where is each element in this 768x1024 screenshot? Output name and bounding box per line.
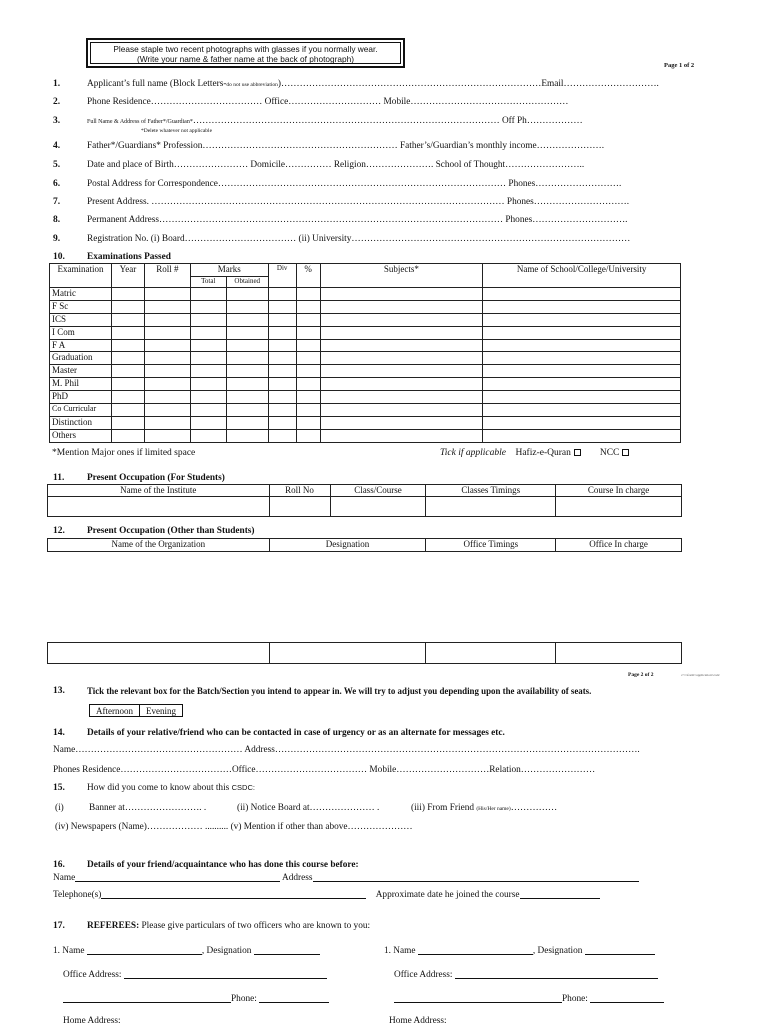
footnote: *Mention Major ones if limited space xyxy=(52,448,196,458)
delete-note: *Delete whatever not applicable xyxy=(141,128,213,134)
table-cell[interactable] xyxy=(296,429,320,442)
tick-label: Tick if applicable xyxy=(440,448,506,458)
table-cell[interactable] xyxy=(111,365,144,378)
section-title: Present Occupation (For Students) xyxy=(87,473,225,483)
exam-name-cell: F A xyxy=(50,339,112,352)
table-header: Subjects* xyxy=(320,264,483,288)
table-cell[interactable] xyxy=(556,497,682,517)
photo-instructions xyxy=(90,42,401,64)
field-label: (iii) From Friend xyxy=(411,803,475,813)
table-cell[interactable] xyxy=(111,313,144,326)
hafiz-checkbox[interactable] xyxy=(574,449,581,456)
referees-label: REFEREES: xyxy=(87,921,140,931)
item-number: 16. xyxy=(53,860,65,870)
table-cell[interactable] xyxy=(268,416,296,429)
table-header: Designation xyxy=(269,539,426,552)
table-subheader: Obtained xyxy=(226,277,268,288)
table-cell[interactable] xyxy=(268,313,296,326)
field-label: 1. Name xyxy=(384,946,416,956)
field-label: , Designation xyxy=(201,946,252,956)
organization-table-entry xyxy=(47,642,682,664)
table-cell[interactable] xyxy=(268,365,296,378)
item-number: 4. xyxy=(53,141,61,151)
table-row xyxy=(50,326,681,339)
table-cell[interactable] xyxy=(144,391,190,404)
table-cell[interactable] xyxy=(320,416,483,429)
item-number: 14. xyxy=(53,728,65,738)
table-cell[interactable] xyxy=(483,339,681,352)
table-cell[interactable] xyxy=(144,300,190,313)
table-header: Examination xyxy=(50,264,112,288)
table-cell[interactable] xyxy=(111,300,144,313)
table-cell[interactable] xyxy=(144,326,190,339)
item-number: 7. xyxy=(53,197,61,207)
table-cell[interactable] xyxy=(296,378,320,391)
table-cell[interactable] xyxy=(190,300,226,313)
table-cell[interactable] xyxy=(483,391,681,404)
exam-name-cell: ICS xyxy=(50,313,112,326)
table-cell[interactable] xyxy=(48,643,270,664)
exam-name-cell: Master xyxy=(50,365,112,378)
ncc-checkbox[interactable] xyxy=(622,449,629,456)
batch-instruction: Tick the relevant box for the Batch/Section you intend to appear in. We will try to adjust you depending upon the availability of seats. xyxy=(87,686,592,696)
table-cell[interactable] xyxy=(320,365,483,378)
table-cell[interactable] xyxy=(269,643,426,664)
table-cell[interactable] xyxy=(320,378,483,391)
table-cell[interactable] xyxy=(111,326,144,339)
table-cell[interactable] xyxy=(483,326,681,339)
table-cell[interactable] xyxy=(296,365,320,378)
exam-name-cell: Others xyxy=(50,429,112,442)
table-cell[interactable] xyxy=(190,352,226,365)
table-cell[interactable] xyxy=(268,404,296,417)
table-cell[interactable] xyxy=(190,378,226,391)
exam-name-cell: Graduation xyxy=(50,352,112,365)
table-cell[interactable] xyxy=(226,378,268,391)
page-number: Page 1 of 2 xyxy=(664,62,695,69)
table-row xyxy=(50,404,681,417)
photo-instruction-line: (Write your name & father name at the back of photograph) xyxy=(136,54,355,64)
table-header: Marks xyxy=(190,264,268,277)
table-cell[interactable] xyxy=(111,429,144,442)
referee-1-name-row xyxy=(53,946,320,956)
section-title: Details of your relative/friend who can be contacted in case of urgency or as an alternate for messages etc. xyxy=(87,728,505,738)
table-row xyxy=(50,429,681,442)
source-option-i: (i) xyxy=(55,803,64,813)
table-cell[interactable] xyxy=(320,288,483,301)
friend-telephone-row xyxy=(53,890,600,900)
table-cell[interactable] xyxy=(320,429,483,442)
table-cell[interactable] xyxy=(483,313,681,326)
organization-table xyxy=(47,538,682,552)
table-cell[interactable] xyxy=(296,352,320,365)
relative-name-address-field[interactable]: Name……………………………………………… Address………………………………………………………………………………………………………. xyxy=(53,745,640,755)
item-number: 5. xyxy=(53,160,61,170)
table-cell[interactable] xyxy=(190,339,226,352)
table-row xyxy=(50,313,681,326)
table-cell[interactable] xyxy=(226,429,268,442)
profession-income-fields[interactable]: Father*/Guardians* Profession……………………………………………………… Father’s/Guardian’s monthly income…………………. xyxy=(87,141,605,151)
exam-name-cell: Distinction xyxy=(50,416,112,429)
table-cell[interactable] xyxy=(296,326,320,339)
table-cell[interactable] xyxy=(483,365,681,378)
notice-board-field[interactable]: (ii) Notice Board at………………… . xyxy=(237,803,380,813)
table-cell[interactable] xyxy=(296,391,320,404)
item-number: 10. xyxy=(53,252,65,262)
table-cell[interactable] xyxy=(268,352,296,365)
exam-name-cell: F Sc xyxy=(50,300,112,313)
permanent-address-field[interactable]: Permanent Address………………………………………………………………………………………………… Phones…………………………. xyxy=(87,215,628,225)
batch-options xyxy=(89,704,183,717)
field-label: Telephone(s) xyxy=(53,890,102,900)
field-label: 1. Name xyxy=(53,946,85,956)
field-label: Phone: xyxy=(231,994,257,1004)
table-row xyxy=(50,288,681,301)
friend-name-row xyxy=(53,873,639,883)
table-cell[interactable] xyxy=(111,339,144,352)
table-cell[interactable] xyxy=(268,429,296,442)
batch-afternoon-box[interactable]: Afternoon xyxy=(89,704,140,717)
table-cell[interactable] xyxy=(556,643,682,664)
table-row xyxy=(50,416,681,429)
referee-1-home-row xyxy=(63,1016,121,1024)
table-header: Classes Timings xyxy=(426,485,556,497)
exam-name-cell: Matric xyxy=(50,288,112,301)
field-label: Office Address: xyxy=(63,970,122,980)
referee-address-line[interactable] xyxy=(63,994,231,1003)
table-cell[interactable] xyxy=(320,339,483,352)
father-address-field[interactable] xyxy=(87,116,583,126)
item-number: 8. xyxy=(53,215,61,225)
section-title: Present Occupation (Other than Students) xyxy=(87,526,255,536)
birth-domicile-fields[interactable]: Date and place of Birth…………………… Domicile…………… Religion…………………. School of Thought…………………….. xyxy=(87,160,585,170)
csdc-label: CSDC: xyxy=(231,783,255,792)
table-cell[interactable] xyxy=(111,352,144,365)
table-cell[interactable] xyxy=(144,352,190,365)
referees-title xyxy=(87,921,370,931)
field-label: Phone: xyxy=(562,994,588,1004)
table-header: % xyxy=(296,264,320,288)
referee-2-name-row xyxy=(384,946,655,956)
table-header: Roll No xyxy=(269,485,330,497)
table-cell[interactable] xyxy=(320,352,483,365)
field-hint: (His/Her name) xyxy=(476,806,511,812)
section-title: Details of your friend/acquaintance who has done this course before: xyxy=(87,860,359,870)
table-cell[interactable] xyxy=(483,300,681,313)
referee-address-line[interactable] xyxy=(394,994,562,1003)
table-cell[interactable] xyxy=(268,300,296,313)
table-cell[interactable] xyxy=(296,313,320,326)
friend-date-line[interactable] xyxy=(520,890,600,899)
relative-phones-field[interactable]: Phones Residence………………………………Office……………………………… Mobile…………………………Relation…………………… xyxy=(53,765,596,775)
field-label: Office Address: xyxy=(394,970,453,980)
student-table xyxy=(47,484,682,517)
table-cell[interactable] xyxy=(268,378,296,391)
applicant-name-field[interactable] xyxy=(87,79,659,89)
item-number: 11. xyxy=(53,473,65,483)
photo-instructions-box xyxy=(86,38,405,68)
table-cell[interactable] xyxy=(226,326,268,339)
table-cell[interactable] xyxy=(190,365,226,378)
table-cell[interactable] xyxy=(320,404,483,417)
table-cell[interactable] xyxy=(144,288,190,301)
referee-1-phone-row xyxy=(63,994,329,1004)
referee-name-line[interactable] xyxy=(418,946,533,955)
friend-field[interactable] xyxy=(411,803,557,813)
referee-designation-line[interactable] xyxy=(585,946,655,955)
exam-name-cell: I Com xyxy=(50,326,112,339)
item-number: 2. xyxy=(53,97,61,107)
table-header: Class/Course xyxy=(330,485,426,497)
table-cell[interactable] xyxy=(268,339,296,352)
table-header: Name of the Institute xyxy=(48,485,270,497)
exam-table xyxy=(49,263,681,443)
table-cell[interactable] xyxy=(144,313,190,326)
table-cell[interactable] xyxy=(226,313,268,326)
referee-phone-line[interactable] xyxy=(590,994,664,1003)
table-header: Year xyxy=(111,264,144,288)
present-address-field[interactable]: Present Address. …………………………………………………………………………………………………… Phones…………………………. xyxy=(87,197,630,207)
friend-telephone-line[interactable] xyxy=(101,890,366,899)
table-cell[interactable] xyxy=(111,378,144,391)
table-cell[interactable] xyxy=(226,416,268,429)
table-row xyxy=(50,378,681,391)
table-cell[interactable] xyxy=(226,391,268,404)
table-cell[interactable] xyxy=(111,404,144,417)
table-cell[interactable] xyxy=(226,288,268,301)
table-cell[interactable] xyxy=(144,339,190,352)
item-number: 15. xyxy=(53,783,65,793)
table-cell[interactable] xyxy=(226,365,268,378)
table-cell[interactable] xyxy=(190,416,226,429)
question-text: How did you come to know about this xyxy=(87,783,230,793)
table-cell[interactable] xyxy=(111,391,144,404)
table-cell[interactable] xyxy=(296,339,320,352)
section-title: Examinations Passed xyxy=(87,252,171,262)
table-header: Div xyxy=(268,264,296,288)
field-label: Name xyxy=(53,873,76,883)
referee-designation-line[interactable] xyxy=(254,946,320,955)
table-cell[interactable] xyxy=(483,416,681,429)
table-cell[interactable] xyxy=(426,643,556,664)
table-cell[interactable] xyxy=(190,429,226,442)
field-dots: ……………………………………………………………………………………… Off Ph……………… xyxy=(192,116,583,126)
table-row xyxy=(50,300,681,313)
table-cell[interactable] xyxy=(320,300,483,313)
item-number: 12. xyxy=(53,526,65,536)
table-cell[interactable] xyxy=(320,391,483,404)
table-header: Course In charge xyxy=(556,485,682,497)
hafiz-label: Hafiz-e-Quran xyxy=(515,448,571,458)
exam-name-cell: M. Phil xyxy=(50,378,112,391)
table-cell[interactable] xyxy=(190,288,226,301)
table-cell[interactable] xyxy=(268,288,296,301)
table-cell[interactable] xyxy=(48,497,270,517)
table-header: Office In charge xyxy=(556,539,682,552)
table-cell[interactable] xyxy=(226,300,268,313)
table-row xyxy=(50,352,681,365)
table-cell[interactable] xyxy=(330,497,426,517)
table-cell[interactable] xyxy=(190,391,226,404)
table-cell[interactable] xyxy=(144,404,190,417)
referee-2-home-row xyxy=(389,1016,447,1024)
field-label: Applicant’s full name (Block Letters- xyxy=(87,79,227,89)
table-cell[interactable] xyxy=(144,429,190,442)
exam-name-cell: PhD xyxy=(50,391,112,404)
table-cell[interactable] xyxy=(190,313,226,326)
referee-2-phone-row xyxy=(394,994,664,1004)
item-number: 17. xyxy=(53,921,65,931)
table-row xyxy=(50,391,681,404)
table-cell[interactable] xyxy=(111,416,144,429)
referee-name-line[interactable] xyxy=(87,946,202,955)
table-cell[interactable] xyxy=(483,352,681,365)
exam-name-cell: Co Curricular xyxy=(50,404,112,417)
item-number: 9. xyxy=(53,234,61,244)
batch-evening-box[interactable]: Evening xyxy=(140,704,183,717)
table-header: Office Timings xyxy=(426,539,556,552)
table-cell[interactable] xyxy=(426,497,556,517)
field-label: Approximate date he joined the course xyxy=(375,890,520,900)
table-cell[interactable] xyxy=(320,326,483,339)
banner-field[interactable]: Banner at……………………. . xyxy=(89,803,207,813)
item-number: 13. xyxy=(53,686,65,696)
referee-office-line[interactable] xyxy=(455,970,658,979)
table-row xyxy=(50,339,681,352)
table-cell[interactable] xyxy=(296,416,320,429)
table-cell[interactable] xyxy=(190,404,226,417)
phone-fields[interactable]: Phone Residence……………………………… Office………………………… Mobile…………………………………………… xyxy=(87,97,569,107)
page-number: Page 2 of 2 xyxy=(628,672,654,678)
item-number: 1. xyxy=(53,79,61,89)
table-cell[interactable] xyxy=(144,416,190,429)
ncc-label: NCC xyxy=(599,448,620,458)
table-cell[interactable] xyxy=(296,288,320,301)
table-cell[interactable] xyxy=(320,313,483,326)
item-number: 3. xyxy=(53,116,61,126)
field-label: Address xyxy=(282,873,313,883)
photo-instruction-line: Please staple two recent photographs with glasses if you normally wear. xyxy=(113,44,378,54)
table-cell[interactable] xyxy=(268,326,296,339)
table-cell[interactable] xyxy=(226,352,268,365)
tick-row xyxy=(440,448,629,458)
registration-field[interactable]: Registration No. (i) Board……………………………… (ii) University……………………………………………………………………………… xyxy=(87,234,631,244)
table-cell[interactable] xyxy=(268,391,296,404)
referee-1-office-row xyxy=(63,970,327,980)
friend-name-line[interactable] xyxy=(75,873,280,882)
field-label: Home Address: xyxy=(63,1016,121,1024)
field-hint: do not use abbreviation xyxy=(226,82,278,88)
postal-address-field[interactable]: Postal Address for Correspondence………………………………………………………………………………… Phones………………………. xyxy=(87,179,622,189)
referee-2-office-row xyxy=(394,970,658,980)
table-cell[interactable] xyxy=(226,404,268,417)
table-cell[interactable] xyxy=(483,429,681,442)
table-header: Name of School/College/University xyxy=(483,264,681,288)
referee-phone-line[interactable] xyxy=(259,994,329,1003)
field-dots: )…………………………………………………………………………Email…………………………. xyxy=(277,79,659,89)
table-cell[interactable] xyxy=(483,404,681,417)
table-cell[interactable] xyxy=(296,404,320,417)
table-cell[interactable] xyxy=(483,378,681,391)
source-question xyxy=(87,783,255,793)
friend-address-line[interactable] xyxy=(313,873,639,882)
table-cell[interactable] xyxy=(190,326,226,339)
field-label: Home Address: xyxy=(389,1016,447,1024)
table-cell[interactable] xyxy=(269,497,330,517)
table-header: Roll # xyxy=(144,264,190,288)
table-header: Name of the Organization xyxy=(48,539,270,552)
field-label: , Designation xyxy=(532,946,583,956)
table-cell[interactable] xyxy=(483,288,681,301)
table-row xyxy=(50,365,681,378)
table-subheader: Total xyxy=(190,277,226,288)
referee-office-line[interactable] xyxy=(124,970,327,979)
table-cell[interactable] xyxy=(226,339,268,352)
table-cell[interactable] xyxy=(144,378,190,391)
table-cell[interactable] xyxy=(144,365,190,378)
item-number: 6. xyxy=(53,179,61,189)
newspaper-field[interactable]: (iv) Newspapers (Name)……………… .......... (v) Mention if other than above………………… xyxy=(55,822,413,832)
referees-instruction: Please give particulars of two officers who are known to you: xyxy=(141,921,371,931)
table-cell[interactable] xyxy=(111,288,144,301)
table-cell[interactable] xyxy=(296,300,320,313)
field-dots: …………… xyxy=(510,803,558,813)
field-label: Full Name & Address of Father*/Guardian* xyxy=(87,119,193,125)
file-path: c:\\\\form\\application\\csdc xyxy=(681,673,720,677)
